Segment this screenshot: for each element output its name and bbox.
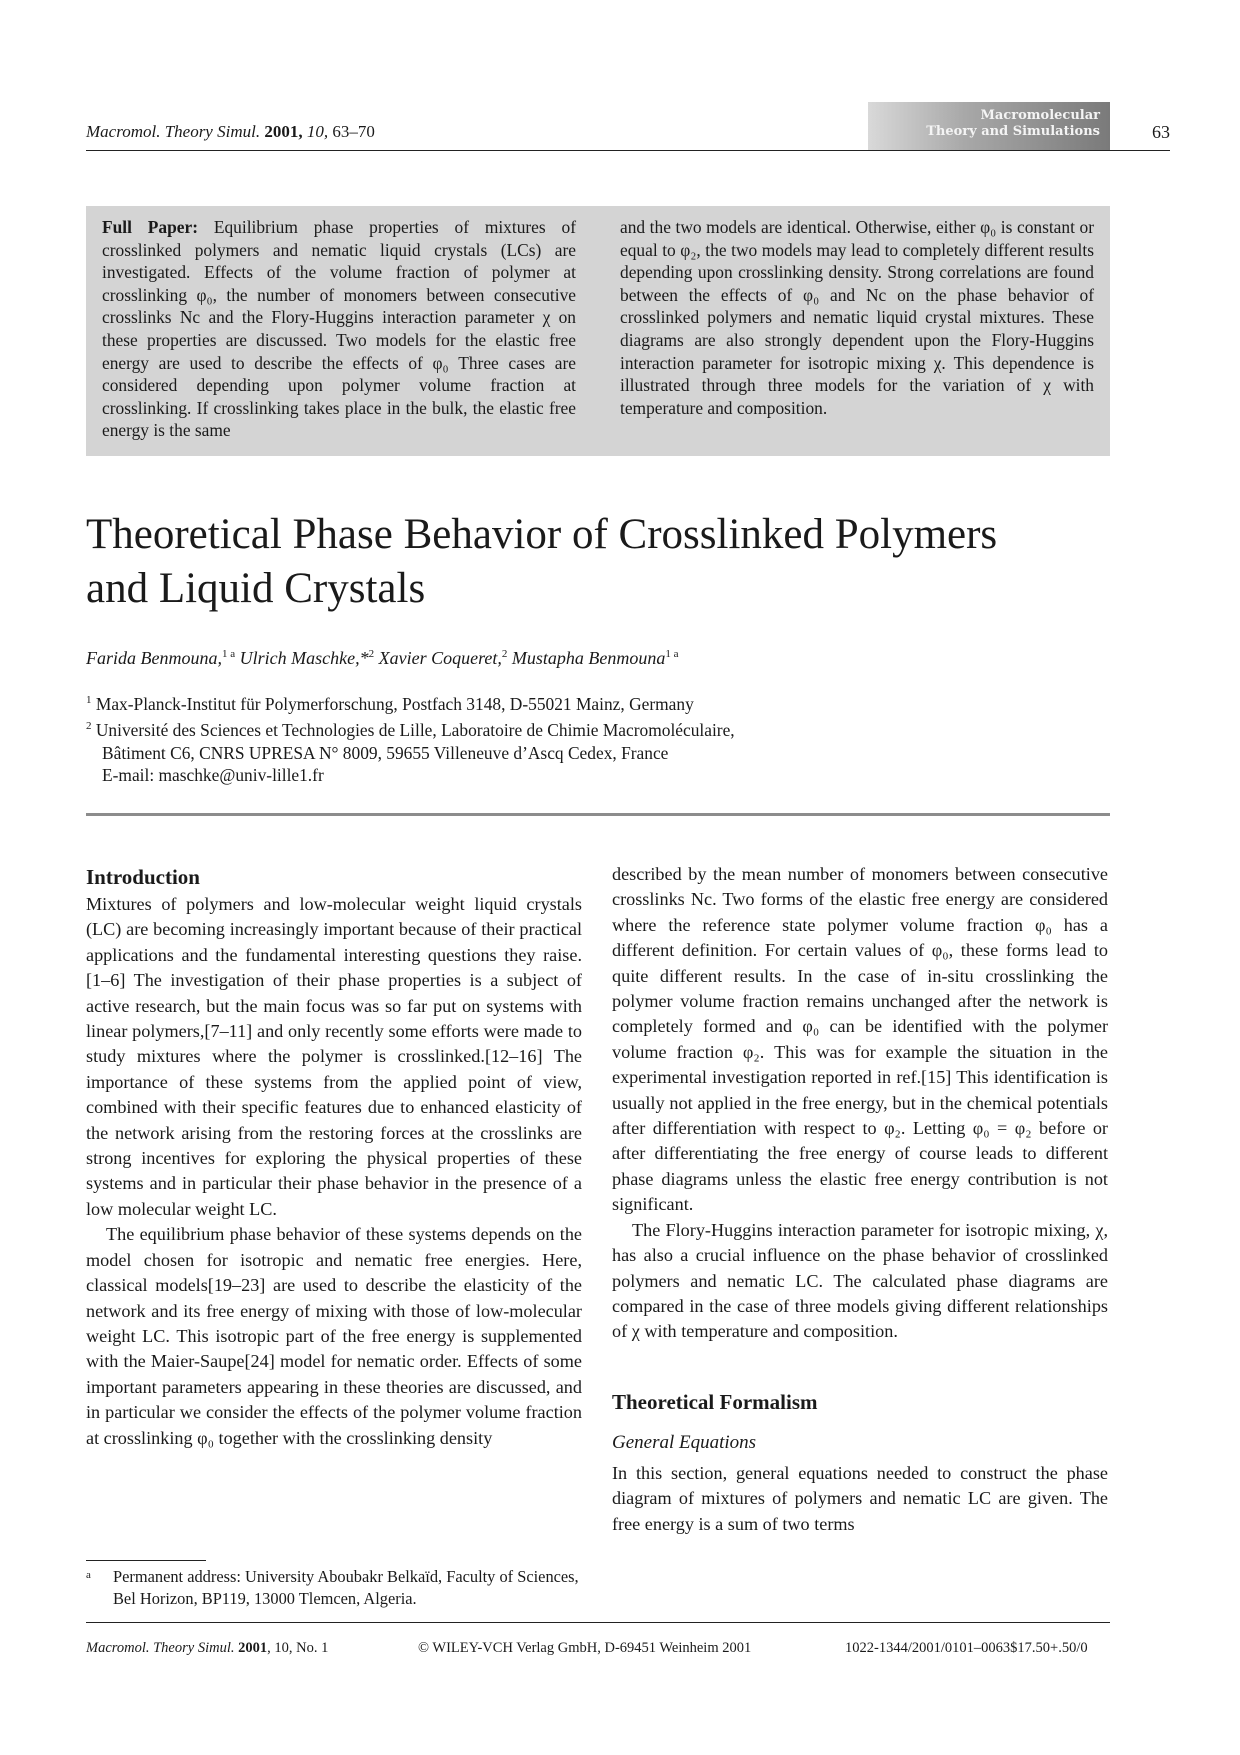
title-line-2: and Liquid Crystals	[86, 565, 426, 612]
author-name: Mustapha Benmouna	[511, 648, 666, 668]
header-pages: 63–70	[332, 122, 375, 141]
abstract-column-2: and the two models are identical. Otherwise, either φ₀ is constant or equal to φ₂, the two models may lead to completely different results depending upon crosslinking density. Strong correlations are found between the effects of φ₀ and Nc on the phase behavior of crosslinked polymers and nematic liquid crystal mixtures. These diagrams are also strongly dependent upon the Flory-Huggins interaction parameter for isotropic mixing χ. This dependence is illustrated through three models for the variation of χ with temperature and composition.	[620, 217, 1094, 418]
header-journal: Macromol. Theory Simul.	[86, 122, 261, 141]
abstract-text-1: Equilibrium phase properties of mixtures of crosslinked polymers and nematic liquid crystals (LCs) are investigated. Effects of the volume fraction of polymer at crosslinking φ₀, the number of monomers between consecutive crosslinks Nc and the Flory-Huggins interaction parameter χ on these properties are discussed. Two models for the elastic free energy are used to describe the effects of φ₀ Three cases are considered depending upon polymer volume fraction at crosslinking. If crosslinking takes place in the bulk, the elastic free energy is the same	[102, 217, 576, 441]
paragraph: described by the mean number of monomers between consecutive crosslinks Nc. Two forms of the elastic free energy are considered where the reference state polymer volume fraction φ₀ has a different definition. For certain values of φ₀, these forms lead to quite different results. In the case of in-situ crosslinking the polymer volume fraction remains unchanged after the network is completely formed and φ₀ can be identified with the polymer volume fraction φ₂. This was for example the situation in the experimental investigation reported in ref.[15] This identification is usually not applied in the free energy, but in the chemical potentials after differentiation with respect to φ₂. Letting φ₀ = φ₂ before or after differentiating the free energy of course leads to different phase diagrams unless the elastic free energy contribution is not significant.	[612, 864, 1108, 1215]
section-heading-theoretical-formalism: Theoretical Formalism	[612, 1389, 818, 1414]
title-line-1: Theoretical Phase Behavior of Crosslinked Polymers	[86, 511, 998, 558]
affiliation-2	[86, 715, 735, 741]
logo-line-2: Theory and Simulations	[926, 124, 1100, 139]
footnote-text: Permanent address: University Aboubakr Belkaïd, Faculty of Sciences, Bel Horizon, BP119, 13000 Tlemcen, Algeria.	[113, 1567, 579, 1608]
author-affil-mark: 2	[501, 648, 508, 660]
paragraph: In this section, general equations needed to construct the phase diagram of mixtures of polymers and nematic LC are given. The free energy is a sum of two terms	[612, 1462, 1108, 1534]
abstract-column-1	[102, 216, 576, 442]
paragraph: The Flory-Huggins interaction parameter for isotropic mixing, χ, has also a crucial influence on the phase behavior of crosslinked polymers and nematic LC. The calculated phase diagrams are compared in the case of three models giving different relationships of χ with temperature and composition.	[612, 1219, 1108, 1342]
affil-text: Université des Sciences et Technologies de Lille, Laboratoire de Chimie Macromoléculaire,	[95, 720, 735, 741]
author-name: Xavier Coqueret,	[378, 648, 502, 668]
section-divider	[86, 813, 1110, 816]
left-column	[86, 862, 582, 1451]
footer-citation	[86, 1640, 328, 1657]
journal-logo	[868, 102, 1110, 150]
page-number: 63	[1152, 122, 1170, 142]
affil-text: Max-Planck-Institut für Polymerforschung, Postfach 3148, D-55021 Mainz, Germany	[95, 693, 694, 714]
author-list	[86, 648, 679, 669]
subsection-heading: General Equations	[612, 1431, 757, 1453]
footer-year: 2001	[238, 1640, 268, 1656]
affil-mark: 2	[86, 720, 92, 733]
footer-publisher: © WILEY-VCH Verlag GmbH, D-69451 Weinheim 2001	[418, 1640, 752, 1656]
footer-rule	[86, 1622, 1110, 1623]
footer-issn: 1022-1344/2001/0101–0063$17.50+.50/0	[845, 1640, 1088, 1656]
affiliation-1	[86, 689, 735, 715]
author-affil-mark: 2	[368, 648, 375, 660]
article-title	[86, 508, 1126, 616]
footnote-mark: a	[86, 1569, 91, 1581]
footnote	[86, 1566, 582, 1610]
logo-line-1: Macromolecular	[980, 108, 1100, 123]
footer-volume: , 10, No. 1	[267, 1640, 329, 1656]
paragraph: The equilibrium phase behavior of these systems depends on the model chosen for isotropic and nematic free energies. Here, classical models[19–23] are used to describe the elasticity of the network and its free energy of mixing with those of low-molecular weight LC. This isotropic part of the free energy is supplemented with the Maier-Saupe[24] model for nematic order. Effects of some important parameters appearing in these theories are discussed, and in particular we consider the effects of the polymer volume fraction at crosslinking φ₀ together with the crosslinking density	[86, 1224, 582, 1448]
header-volume: 10,	[306, 122, 329, 141]
affil-mark: 1	[86, 694, 92, 706]
abstract-label: Full Paper:	[102, 217, 199, 237]
running-header	[86, 122, 375, 142]
author-affil-mark: 1 a	[665, 648, 679, 660]
affiliations	[86, 689, 735, 787]
header-rule	[86, 150, 1170, 151]
section-heading-introduction: Introduction	[86, 865, 200, 889]
header-year: 2001,	[264, 122, 303, 141]
abstract-box	[86, 206, 1110, 456]
right-column	[612, 862, 1108, 1537]
footer-journal: Macromol. Theory Simul.	[86, 1640, 235, 1656]
affiliation-2-line-2: Bâtiment C6, CNRS UPRESA N° 8009, 59655 Villeneuve d’Ascq Cedex, France	[102, 742, 669, 763]
footnote-rule	[86, 1560, 206, 1561]
author-affil-mark: 1 a	[221, 648, 236, 660]
paragraph: Mixtures of polymers and low-molecular weight liquid crystals (LC) are becoming increasingly important because of their practical applications and the fundamental interesting questions they raise.[1–6] The investigation of their phase properties is a subject of active research, but the main focus was so far put on systems with linear polymers,[7–11] and only recently some efforts were made to study mixtures where the polymer is crosslinked.[12–16] The importance of these systems from the applied point of view, combined with their specific features due to enhanced elasticity of the network arising from the restoring forces at the crosslinks are strong incentives for exploring the physical properties of these systems and in particular their phase behavior in the presence of a low molecular weight LC.	[86, 894, 582, 1219]
author-name: Farida Benmouna,	[86, 648, 222, 668]
email-line: E-mail: maschke@univ-lille1.fr	[102, 765, 324, 786]
author-name: Ulrich Maschke,*	[239, 648, 369, 668]
